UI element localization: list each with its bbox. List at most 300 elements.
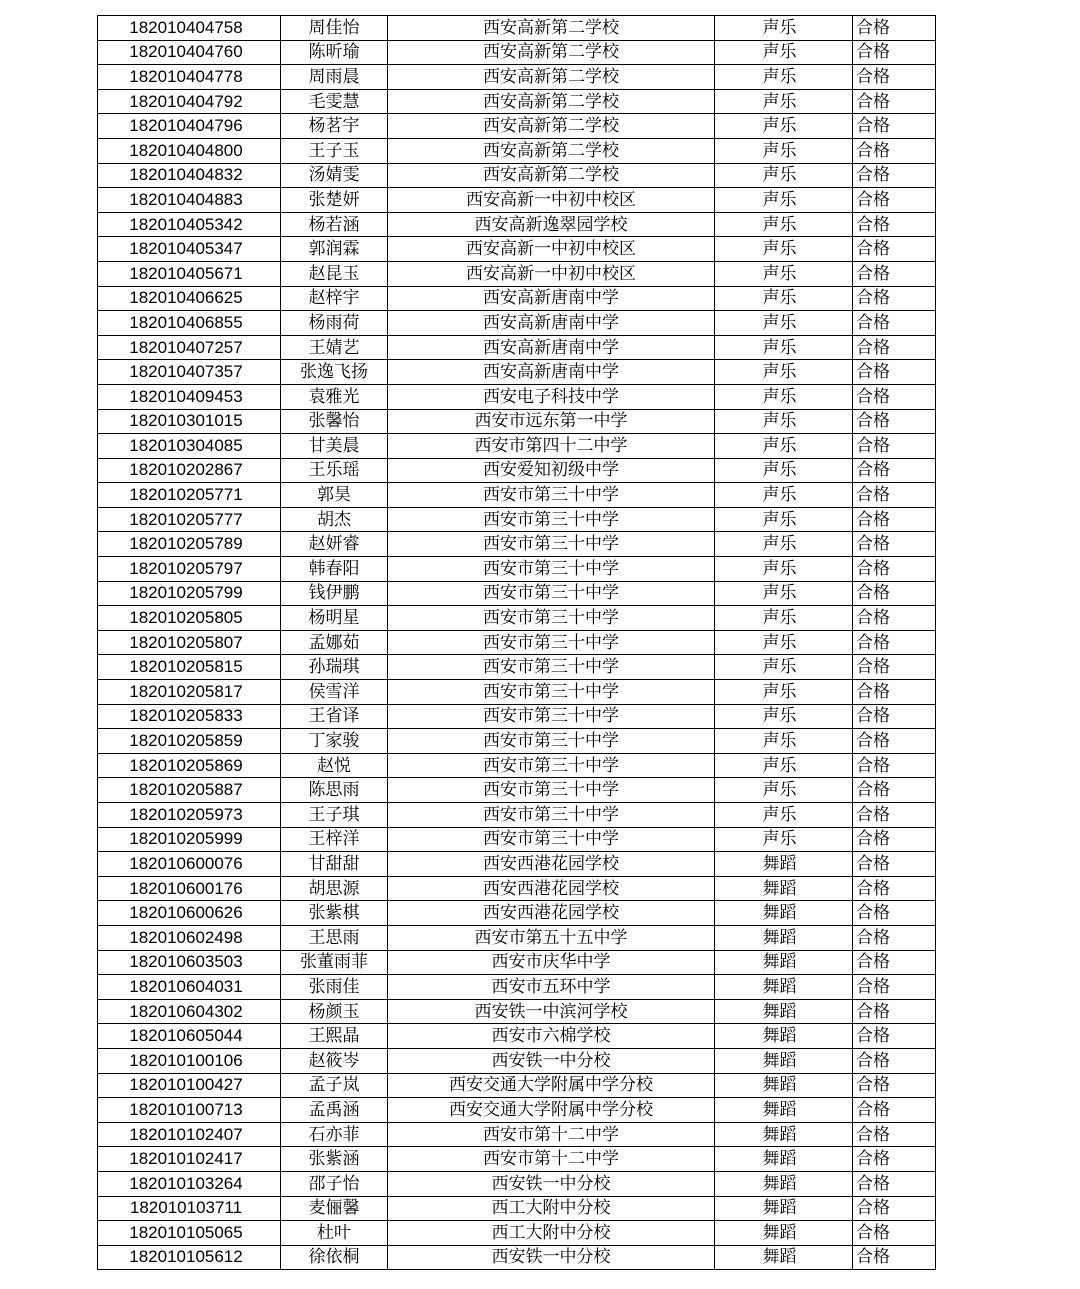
subject-cell: 声乐 xyxy=(715,188,853,213)
result-cell: 合格 xyxy=(853,163,936,188)
table-row xyxy=(98,1122,936,1147)
school-cell: 西安西港花园学校 xyxy=(388,901,715,926)
result-cell: 合格 xyxy=(853,1245,936,1270)
result-cell: 合格 xyxy=(853,335,936,360)
school-cell: 西安高新第二学校 xyxy=(388,163,715,188)
subject-cell: 舞蹈 xyxy=(715,1147,853,1172)
subject-cell: 舞蹈 xyxy=(715,1073,853,1098)
table-row xyxy=(98,458,936,483)
student-name-cell: 郭昊 xyxy=(281,483,388,508)
subject-cell: 舞蹈 xyxy=(715,950,853,975)
exam-number-cell: 182010600626 xyxy=(98,901,281,926)
school-cell: 西安市远东第一中学 xyxy=(388,409,715,434)
table-row xyxy=(98,409,936,434)
exam-number-cell: 182010205777 xyxy=(98,507,281,532)
school-cell: 西安市第三十中学 xyxy=(388,483,715,508)
student-name-cell: 陈昕瑜 xyxy=(281,40,388,65)
results-table xyxy=(97,15,936,1270)
school-cell: 西安交通大学附属中学分校 xyxy=(388,1098,715,1123)
subject-cell: 声乐 xyxy=(715,40,853,65)
student-name-cell: 杜叶 xyxy=(281,1221,388,1246)
exam-number-cell: 182010100427 xyxy=(98,1073,281,1098)
result-cell: 合格 xyxy=(853,434,936,459)
student-name-cell: 张馨怡 xyxy=(281,409,388,434)
student-name-cell: 张逸飞扬 xyxy=(281,360,388,385)
school-cell: 西安铁一中分校 xyxy=(388,1171,715,1196)
student-name-cell: 石亦菲 xyxy=(281,1122,388,1147)
result-cell: 合格 xyxy=(853,901,936,926)
subject-cell: 声乐 xyxy=(715,581,853,606)
result-cell: 合格 xyxy=(853,1098,936,1123)
school-cell: 西安市第三十中学 xyxy=(388,729,715,754)
table-row xyxy=(98,729,936,754)
exam-number-cell: 182010407357 xyxy=(98,360,281,385)
student-name-cell: 侯雪洋 xyxy=(281,680,388,705)
result-cell: 合格 xyxy=(853,65,936,90)
result-cell: 合格 xyxy=(853,1024,936,1049)
subject-cell: 舞蹈 xyxy=(715,1221,853,1246)
student-name-cell: 赵昆玉 xyxy=(281,261,388,286)
exam-number-cell: 182010404800 xyxy=(98,138,281,163)
student-name-cell: 王思雨 xyxy=(281,925,388,950)
student-name-cell: 陈思雨 xyxy=(281,778,388,803)
subject-cell: 声乐 xyxy=(715,286,853,311)
table-row xyxy=(98,507,936,532)
result-cell: 合格 xyxy=(853,1073,936,1098)
result-cell: 合格 xyxy=(853,1221,936,1246)
student-name-cell: 钱伊鹏 xyxy=(281,581,388,606)
exam-number-cell: 182010205817 xyxy=(98,680,281,705)
exam-number-cell: 182010404760 xyxy=(98,40,281,65)
school-cell: 西安高新第二学校 xyxy=(388,89,715,114)
subject-cell: 声乐 xyxy=(715,680,853,705)
table-row xyxy=(98,1024,936,1049)
school-cell: 西安市第十二中学 xyxy=(388,1122,715,1147)
subject-cell: 声乐 xyxy=(715,311,853,336)
school-cell: 西安高新一中初中校区 xyxy=(388,261,715,286)
table-row xyxy=(98,163,936,188)
result-cell: 合格 xyxy=(853,606,936,631)
exam-number-cell: 182010205973 xyxy=(98,803,281,828)
table-row xyxy=(98,335,936,360)
table-row xyxy=(98,311,936,336)
student-name-cell: 王婧艺 xyxy=(281,335,388,360)
student-name-cell: 周雨晨 xyxy=(281,65,388,90)
table-row xyxy=(98,606,936,631)
result-cell: 合格 xyxy=(853,1147,936,1172)
school-cell: 西安西港花园学校 xyxy=(388,876,715,901)
student-name-cell: 徐依桐 xyxy=(281,1245,388,1270)
school-cell: 西安市第三十中学 xyxy=(388,655,715,680)
exam-number-cell: 182010202867 xyxy=(98,458,281,483)
exam-number-cell: 182010407257 xyxy=(98,335,281,360)
result-cell: 合格 xyxy=(853,1171,936,1196)
table-row xyxy=(98,581,936,606)
result-cell: 合格 xyxy=(853,729,936,754)
result-cell: 合格 xyxy=(853,704,936,729)
student-name-cell: 杨若涵 xyxy=(281,212,388,237)
subject-cell: 声乐 xyxy=(715,606,853,631)
table-row xyxy=(98,40,936,65)
exam-number-cell: 182010405671 xyxy=(98,261,281,286)
exam-number-cell: 182010604302 xyxy=(98,999,281,1024)
school-cell: 西安市第三十中学 xyxy=(388,680,715,705)
table-row xyxy=(98,89,936,114)
result-cell: 合格 xyxy=(853,507,936,532)
exam-number-cell: 182010205799 xyxy=(98,581,281,606)
student-name-cell: 周佳怡 xyxy=(281,16,388,41)
subject-cell: 声乐 xyxy=(715,532,853,557)
school-cell: 西安市六棉学校 xyxy=(388,1024,715,1049)
result-cell: 合格 xyxy=(853,778,936,803)
result-cell: 合格 xyxy=(853,655,936,680)
result-cell: 合格 xyxy=(853,138,936,163)
subject-cell: 声乐 xyxy=(715,163,853,188)
exam-number-cell: 182010409453 xyxy=(98,384,281,409)
subject-cell: 舞蹈 xyxy=(715,876,853,901)
exam-number-cell: 182010404792 xyxy=(98,89,281,114)
subject-cell: 声乐 xyxy=(715,630,853,655)
student-name-cell: 杨雨荷 xyxy=(281,311,388,336)
school-cell: 西安市庆华中学 xyxy=(388,950,715,975)
exam-number-cell: 182010602498 xyxy=(98,925,281,950)
student-name-cell: 袁雅光 xyxy=(281,384,388,409)
table-row xyxy=(98,1196,936,1221)
student-name-cell: 赵妍睿 xyxy=(281,532,388,557)
student-name-cell: 杨颜玉 xyxy=(281,999,388,1024)
exam-number-cell: 182010105065 xyxy=(98,1221,281,1246)
school-cell: 西安铁一中分校 xyxy=(388,1245,715,1270)
subject-cell: 声乐 xyxy=(715,729,853,754)
results-table-body xyxy=(98,16,936,1270)
exam-number-cell: 182010406855 xyxy=(98,311,281,336)
table-row xyxy=(98,680,936,705)
student-name-cell: 张楚妍 xyxy=(281,188,388,213)
school-cell: 西安高新逸翠园学校 xyxy=(388,212,715,237)
result-cell: 合格 xyxy=(853,950,936,975)
result-cell: 合格 xyxy=(853,311,936,336)
result-cell: 合格 xyxy=(853,286,936,311)
result-cell: 合格 xyxy=(853,925,936,950)
student-name-cell: 王乐瑶 xyxy=(281,458,388,483)
exam-number-cell: 182010205815 xyxy=(98,655,281,680)
result-cell: 合格 xyxy=(853,1122,936,1147)
exam-number-cell: 182010105612 xyxy=(98,1245,281,1270)
table-row xyxy=(98,434,936,459)
student-name-cell: 胡思源 xyxy=(281,876,388,901)
exam-number-cell: 182010304085 xyxy=(98,434,281,459)
result-cell: 合格 xyxy=(853,557,936,582)
student-name-cell: 赵梓宇 xyxy=(281,286,388,311)
table-row xyxy=(98,950,936,975)
result-cell: 合格 xyxy=(853,630,936,655)
subject-cell: 声乐 xyxy=(715,65,853,90)
exam-number-cell: 182010102407 xyxy=(98,1122,281,1147)
student-name-cell: 郭润霖 xyxy=(281,237,388,262)
student-name-cell: 王子琪 xyxy=(281,803,388,828)
result-cell: 合格 xyxy=(853,483,936,508)
table-row xyxy=(98,999,936,1024)
student-name-cell: 孟子岚 xyxy=(281,1073,388,1098)
result-cell: 合格 xyxy=(853,16,936,41)
subject-cell: 声乐 xyxy=(715,360,853,385)
subject-cell: 舞蹈 xyxy=(715,901,853,926)
student-name-cell: 杨明星 xyxy=(281,606,388,631)
table-row xyxy=(98,975,936,1000)
result-cell: 合格 xyxy=(853,188,936,213)
school-cell: 西安市五环中学 xyxy=(388,975,715,1000)
exam-number-cell: 182010102417 xyxy=(98,1147,281,1172)
school-cell: 西安高新第二学校 xyxy=(388,16,715,41)
student-name-cell: 赵悦 xyxy=(281,753,388,778)
student-name-cell: 麦俪馨 xyxy=(281,1196,388,1221)
result-cell: 合格 xyxy=(853,261,936,286)
school-cell: 西安铁一中分校 xyxy=(388,1048,715,1073)
subject-cell: 声乐 xyxy=(715,434,853,459)
student-name-cell: 赵筱岑 xyxy=(281,1048,388,1073)
subject-cell: 舞蹈 xyxy=(715,1048,853,1073)
result-cell: 合格 xyxy=(853,827,936,852)
subject-cell: 舞蹈 xyxy=(715,1122,853,1147)
exam-number-cell: 182010603503 xyxy=(98,950,281,975)
subject-cell: 声乐 xyxy=(715,384,853,409)
student-name-cell: 孟娜茹 xyxy=(281,630,388,655)
school-cell: 西安市第三十中学 xyxy=(388,581,715,606)
school-cell: 西安市第三十中学 xyxy=(388,827,715,852)
school-cell: 西安高新唐南中学 xyxy=(388,335,715,360)
school-cell: 西安电子科技中学 xyxy=(388,384,715,409)
exam-number-cell: 182010205859 xyxy=(98,729,281,754)
subject-cell: 声乐 xyxy=(715,335,853,360)
table-row xyxy=(98,1245,936,1270)
table-row xyxy=(98,827,936,852)
result-cell: 合格 xyxy=(853,1048,936,1073)
school-cell: 西安市第三十中学 xyxy=(388,557,715,582)
table-row xyxy=(98,1171,936,1196)
exam-number-cell: 182010406625 xyxy=(98,286,281,311)
result-cell: 合格 xyxy=(853,212,936,237)
subject-cell: 声乐 xyxy=(715,827,853,852)
school-cell: 西安市第三十中学 xyxy=(388,630,715,655)
exam-number-cell: 182010405342 xyxy=(98,212,281,237)
subject-cell: 声乐 xyxy=(715,753,853,778)
exam-number-cell: 182010600076 xyxy=(98,852,281,877)
school-cell: 西安高新第二学校 xyxy=(388,114,715,139)
exam-number-cell: 182010205797 xyxy=(98,557,281,582)
student-name-cell: 张雨佳 xyxy=(281,975,388,1000)
school-cell: 西安铁一中滨河学校 xyxy=(388,999,715,1024)
school-cell: 西安市第十二中学 xyxy=(388,1147,715,1172)
student-name-cell: 王熙晶 xyxy=(281,1024,388,1049)
table-row xyxy=(98,212,936,237)
table-row xyxy=(98,557,936,582)
student-name-cell: 王子玉 xyxy=(281,138,388,163)
student-name-cell: 毛雯慧 xyxy=(281,89,388,114)
school-cell: 西安市第三十中学 xyxy=(388,753,715,778)
table-row xyxy=(98,286,936,311)
subject-cell: 声乐 xyxy=(715,237,853,262)
student-name-cell: 韩春阳 xyxy=(281,557,388,582)
table-row xyxy=(98,532,936,557)
subject-cell: 声乐 xyxy=(715,557,853,582)
subject-cell: 声乐 xyxy=(715,261,853,286)
subject-cell: 舞蹈 xyxy=(715,1024,853,1049)
school-cell: 西安高新第二学校 xyxy=(388,40,715,65)
table-row xyxy=(98,384,936,409)
table-row xyxy=(98,138,936,163)
table-row xyxy=(98,1147,936,1172)
exam-number-cell: 182010103264 xyxy=(98,1171,281,1196)
school-cell: 西安市第五十五中学 xyxy=(388,925,715,950)
subject-cell: 舞蹈 xyxy=(715,852,853,877)
table-row xyxy=(98,16,936,41)
student-name-cell: 张董雨菲 xyxy=(281,950,388,975)
subject-cell: 舞蹈 xyxy=(715,1171,853,1196)
result-cell: 合格 xyxy=(853,458,936,483)
subject-cell: 舞蹈 xyxy=(715,999,853,1024)
result-cell: 合格 xyxy=(853,384,936,409)
table-row xyxy=(98,1098,936,1123)
subject-cell: 声乐 xyxy=(715,212,853,237)
exam-number-cell: 182010405347 xyxy=(98,237,281,262)
exam-number-cell: 182010604031 xyxy=(98,975,281,1000)
student-name-cell: 张紫涵 xyxy=(281,1147,388,1172)
subject-cell: 舞蹈 xyxy=(715,1098,853,1123)
student-name-cell: 甘甜甜 xyxy=(281,852,388,877)
student-name-cell: 丁家骏 xyxy=(281,729,388,754)
school-cell: 西安交通大学附属中学分校 xyxy=(388,1073,715,1098)
table-row xyxy=(98,261,936,286)
subject-cell: 声乐 xyxy=(715,483,853,508)
result-cell: 合格 xyxy=(853,975,936,1000)
table-row xyxy=(98,483,936,508)
school-cell: 西工大附中分校 xyxy=(388,1196,715,1221)
table-row xyxy=(98,704,936,729)
student-name-cell: 孙瑞琪 xyxy=(281,655,388,680)
school-cell: 西安市第三十中学 xyxy=(388,507,715,532)
table-row xyxy=(98,778,936,803)
school-cell: 西安市第三十中学 xyxy=(388,778,715,803)
result-cell: 合格 xyxy=(853,999,936,1024)
exam-number-cell: 182010404832 xyxy=(98,163,281,188)
exam-number-cell: 182010605044 xyxy=(98,1024,281,1049)
subject-cell: 声乐 xyxy=(715,409,853,434)
result-cell: 合格 xyxy=(853,1196,936,1221)
table-row xyxy=(98,876,936,901)
table-row xyxy=(98,753,936,778)
student-name-cell: 王省译 xyxy=(281,704,388,729)
subject-cell: 声乐 xyxy=(715,114,853,139)
result-cell: 合格 xyxy=(853,753,936,778)
table-row xyxy=(98,1073,936,1098)
result-cell: 合格 xyxy=(853,40,936,65)
result-cell: 合格 xyxy=(853,852,936,877)
exam-number-cell: 182010301015 xyxy=(98,409,281,434)
subject-cell: 声乐 xyxy=(715,704,853,729)
subject-cell: 声乐 xyxy=(715,138,853,163)
result-cell: 合格 xyxy=(853,532,936,557)
subject-cell: 舞蹈 xyxy=(715,925,853,950)
table-row xyxy=(98,630,936,655)
student-name-cell: 杨茗宇 xyxy=(281,114,388,139)
result-cell: 合格 xyxy=(853,581,936,606)
school-cell: 西安市第三十中学 xyxy=(388,606,715,631)
table-row xyxy=(98,852,936,877)
table-row xyxy=(98,360,936,385)
result-cell: 合格 xyxy=(853,680,936,705)
exam-number-cell: 182010404796 xyxy=(98,114,281,139)
exam-number-cell: 182010205807 xyxy=(98,630,281,655)
exam-number-cell: 182010205771 xyxy=(98,483,281,508)
exam-number-cell: 182010205869 xyxy=(98,753,281,778)
result-cell: 合格 xyxy=(853,114,936,139)
school-cell: 西安高新唐南中学 xyxy=(388,286,715,311)
subject-cell: 舞蹈 xyxy=(715,1245,853,1270)
school-cell: 西安市第三十中学 xyxy=(388,704,715,729)
result-cell: 合格 xyxy=(853,237,936,262)
table-row xyxy=(98,901,936,926)
subject-cell: 声乐 xyxy=(715,89,853,114)
result-cell: 合格 xyxy=(853,360,936,385)
result-cell: 合格 xyxy=(853,409,936,434)
school-cell: 西安高新唐南中学 xyxy=(388,311,715,336)
result-cell: 合格 xyxy=(853,89,936,114)
subject-cell: 声乐 xyxy=(715,655,853,680)
school-cell: 西安高新一中初中校区 xyxy=(388,237,715,262)
student-name-cell: 王梓洋 xyxy=(281,827,388,852)
exam-number-cell: 182010404883 xyxy=(98,188,281,213)
school-cell: 西安市第四十二中学 xyxy=(388,434,715,459)
school-cell: 西安高新第二学校 xyxy=(388,65,715,90)
school-cell: 西安高新第二学校 xyxy=(388,138,715,163)
result-cell: 合格 xyxy=(853,803,936,828)
table-row xyxy=(98,1221,936,1246)
exam-number-cell: 182010404758 xyxy=(98,16,281,41)
result-cell: 合格 xyxy=(853,876,936,901)
school-cell: 西工大附中分校 xyxy=(388,1221,715,1246)
exam-number-cell: 182010103711 xyxy=(98,1196,281,1221)
student-name-cell: 张紫棋 xyxy=(281,901,388,926)
subject-cell: 声乐 xyxy=(715,507,853,532)
student-name-cell: 汤婧雯 xyxy=(281,163,388,188)
exam-number-cell: 182010205999 xyxy=(98,827,281,852)
table-row xyxy=(98,188,936,213)
student-name-cell: 孟禹涵 xyxy=(281,1098,388,1123)
school-cell: 西安市第三十中学 xyxy=(388,803,715,828)
student-name-cell: 甘美晨 xyxy=(281,434,388,459)
school-cell: 西安西港花园学校 xyxy=(388,852,715,877)
exam-number-cell: 182010205805 xyxy=(98,606,281,631)
exam-number-cell: 182010205789 xyxy=(98,532,281,557)
subject-cell: 舞蹈 xyxy=(715,1196,853,1221)
exam-number-cell: 182010404778 xyxy=(98,65,281,90)
subject-cell: 声乐 xyxy=(715,778,853,803)
school-cell: 西安市第三十中学 xyxy=(388,532,715,557)
school-cell: 西安高新唐南中学 xyxy=(388,360,715,385)
subject-cell: 舞蹈 xyxy=(715,975,853,1000)
table-row xyxy=(98,803,936,828)
subject-cell: 声乐 xyxy=(715,458,853,483)
subject-cell: 声乐 xyxy=(715,16,853,41)
school-cell: 西安爱知初级中学 xyxy=(388,458,715,483)
exam-number-cell: 182010600176 xyxy=(98,876,281,901)
student-name-cell: 邵子怡 xyxy=(281,1171,388,1196)
subject-cell: 声乐 xyxy=(715,803,853,828)
table-row xyxy=(98,114,936,139)
table-row xyxy=(98,237,936,262)
student-name-cell: 胡杰 xyxy=(281,507,388,532)
exam-number-cell: 182010100106 xyxy=(98,1048,281,1073)
